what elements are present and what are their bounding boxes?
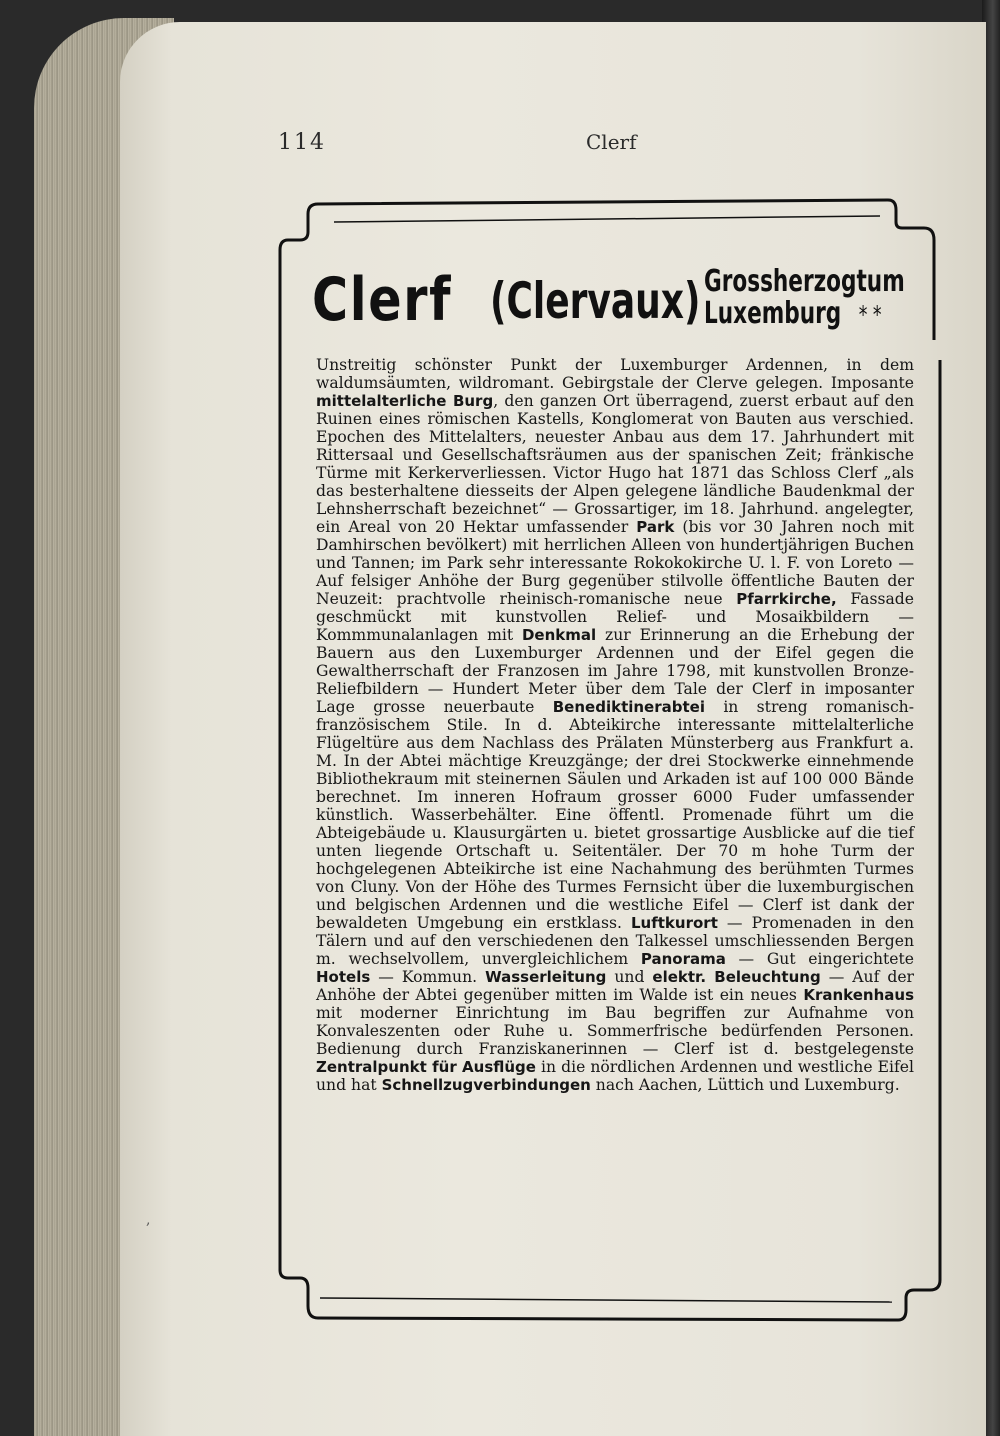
- body-text-run: und: [606, 968, 653, 986]
- body-text-run: in streng romanisch-französischem Stile. In d. Abteikirche interessante mittelalterliche Flügeltüre aus dem Nachlass des Prälaten Münsterberg aus Frankfurt a. M. In der Abtei mächtige Kreuzgänge; der drei Stockwerke einnehmende Bibliothekraum mit steinernen Säulen und Arkaden ist auf 100 000 Bände berechnet. Im inneren Hofraum grosser 6000 Fuder umfassender künstlich. Wasserbehälter. Eine öffentl. Promenade führt um die Abteigebäude u. Klausurgärten u. bietet grossartige Ausblicke auf die tief unten liegende Ortschaft u. Seitentäler. Der 70 m hohe Turm der hochgelegenen Abteikirche ist eine Nachahmung des berühmten Turmes von Cluny. Von der Höhe des Turmes Fernsicht über die luxemburgischen und belgischen Ardennen und die westliche Eifel — Clerf ist dank der bewaldeten Umgebung ein erstklass.: [316, 698, 914, 932]
- body-text-run: , den ganzen Ort überragend, zuerst erbaut auf den Ruinen eines römischen Kastells, Konglomerat von Bauten aus verschied. Epochen des Mittelalters, neuester Anbau aus dem 17. Jahrhundert mit Rittersaal und Gesellschaftsräumen aus der spanischen Zeit; fränkische Türme mit Kerkerverliessen. Victor Hugo hat 1871 das Schloss Clerf „als das besterhaltene diesseits der Alpen gelegene ländliche Baudenkmal der Lehnsherrschaft bezeichnet“ — Grossartiger, im 18. Jahrhund. angelegter, ein Areal von 20 Hektar umfassender: [316, 392, 914, 536]
- highlighted-term: elektr. Beleuchtung: [652, 968, 821, 986]
- body-text-run: — Auf der Anhöhe der Abtei gegenüber mitten im Walde ist ein neues: [316, 968, 914, 1004]
- body-text-run: mit moderner Einrichtung im Bau begriffen zur Aufnahme von Konvaleszenten oder Ruhe u. Sommerfrische bedürfenden Personen. Bedienung durch Franziskanerinnen — Clerf ist d. bestgelegenste: [316, 1004, 914, 1058]
- region-line-2: [704, 298, 905, 331]
- advertisement-body: [316, 356, 914, 1094]
- body-text-run: Unstreitig schönster Punkt der Luxemburger Ardennen, in dem waldumsäumten, wildromant. Gebirgstale der Clerve gelegen. Imposante: [316, 356, 914, 392]
- place-name: Clerf: [312, 265, 453, 335]
- highlighted-term: Luftkurort: [631, 914, 718, 932]
- place-alt-name: (Clervaux): [490, 272, 701, 330]
- highlighted-term: Panorama: [640, 950, 726, 968]
- body-text-run: nach Aachen, Lüttich und Luxemburg.: [590, 1076, 900, 1094]
- body-paragraph: [316, 356, 914, 1094]
- body-text-run: zur Erinnerung an die Erhebung der Bauern aus den Luxemburger Ardennen und der Eifel gegen die Gewaltherrschaft der Franzosen im Jahre 1798, mit kunstvollen Bronze-Reliefbildern — Hundert Meter über dem Tale der Clerf in imposanter Lage grosse neuerbaute: [316, 626, 914, 716]
- highlighted-term: Hotels: [316, 968, 371, 986]
- page-number: 114: [278, 130, 326, 155]
- highlighted-term: Zentralpunkt für Ausflüge: [316, 1058, 536, 1076]
- highlighted-term: Pfarrkirche,: [736, 590, 837, 608]
- highlighted-term: Schnellzugverbindungen: [381, 1076, 591, 1094]
- body-text-run: in die nördlichen Ardennen und westliche Eifel und hat: [316, 1058, 914, 1094]
- highlighted-term: Denkmal: [521, 626, 597, 644]
- body-text-run: — Gut eingerichtete: [725, 950, 914, 968]
- region-label: [704, 266, 905, 331]
- highlighted-term: Park: [636, 518, 675, 536]
- highlighted-term: Wasserleitung: [485, 968, 607, 986]
- body-text-run: — Promenaden in den Tälern und auf den verschiedenen den Talkessel umschliessenden Bergen m. wechselvollem, unvergleichlichem: [316, 914, 914, 968]
- body-text-run: Fassade geschmückt mit kunstvollen Relief- und Mosaikbildern — Kommmunalanlagen mit: [316, 590, 914, 644]
- region-ornament: * *: [858, 301, 882, 329]
- advertisement-heading: [312, 262, 922, 338]
- running-title: Clerf: [586, 130, 637, 154]
- body-text-run: — Kommun.: [370, 968, 486, 986]
- gutter-mark: ,: [146, 1212, 151, 1228]
- region-country: Luxemburg: [704, 296, 842, 331]
- body-text-run: (bis vor 30 Jahren noch mit Damhirschen bevölkert) mit herrlichen Alleen von hundertjährigen Buchen und Tannen; im Park sehr interessante Rokokokirche U. l. F. von Loreto — Auf felsiger Anhöhe der Burg gegenüber stilvolle öffentliche Bauten der Neuzeit: prachtvolle rheinisch-romanische neue: [316, 518, 914, 608]
- highlighted-term: mittelalterliche Burg: [316, 392, 494, 410]
- highlighted-term: Krankenhaus: [803, 986, 914, 1004]
- highlighted-term: Benediktinerabtei: [552, 698, 705, 716]
- region-line-1: Grossherzogtum: [704, 264, 905, 299]
